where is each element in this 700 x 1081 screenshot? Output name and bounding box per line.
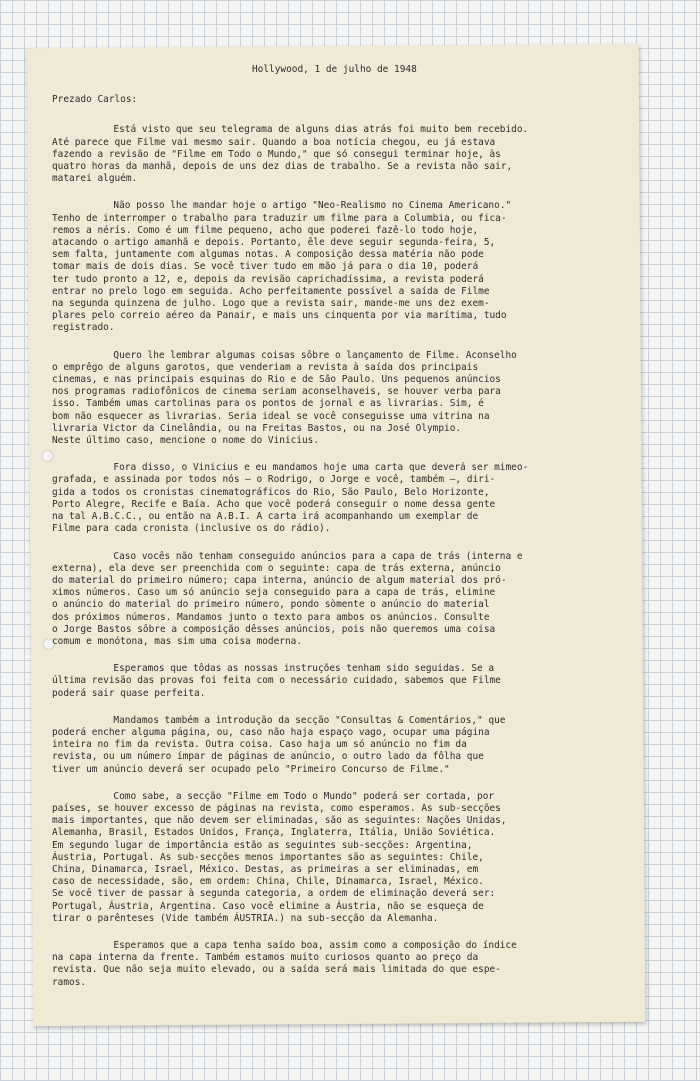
- paragraph: Quero lhe lembrar algumas coisas sôbre o lançamento de Filme. Aconselho o emprêgo de alguns garotos, que venderiam a revista à saída dos principais cinemas, e nas principais esquinas do Rio e de São Paulo. Uns pequenos anúncios nos programas radiofônicos de cinema seriam aconselhaveis, se houver verba para isso. Também umas cartolinas para os pontos de jornal e as livrarias. Sim, é bom não esquecer as livrarias. Seria ideal se você conseguisse uma vitrina na livraria Victor da Cinelândia, ou na Freitas Bastos, ou na José Olympio. Neste último caso, mencione o nome do Vinicius.: [52, 349, 517, 447]
- dateline: Hollywood, 1 de julho de 1948: [252, 64, 417, 75]
- salutation: Prezado Carlos:: [52, 94, 138, 106]
- paragraph: Fora disso, o Vinicius e eu mandamos hoje uma carta que deverá ser mimeo- grafada, e assinada por todos nós — o Rodrigo, o Jorge e você, também —, diri- gida a todos os cronistas cinematográficos do Rio, São Paulo, Belo Horizonte, Porto Alegre, Recife e Baía. Acho que você poderá conseguir o nome dessa gente na tal A.B.C.C., ou então na A.B.I. A carta irá acompanhando um exemplar de Filme para cada cronista (inclusive os do rádio).: [52, 462, 529, 535]
- paragraph: Como sabe, a secção "Filme em Todo o Mundo" poderá ser cortada, por países, se houver excesso de páginas na revista, como esperamos. As sub-secções mais importantes, que não devem ser eliminadas, são as seguintes: Nações Unidas, Alemanha, Brasil, Estados Unidos, França, Inglaterra, Itália, União Soviética. Em segundo lugar de importância estão as seguintes sub-secções: Argentina, Áustria, Portugal. As sub-secções menos importantes são as seguintes: Chile, China, Dinamarca, Israel, México. Destas, as primeiras a ser eliminadas, em caso de necessidade, são, em ordem: China, Chile, Dinamarca, Israel, México. Se você tiver de passar à segunda categoria, a ordem de eliminação deverá ser: Portugal, Áustria, Argentina. Caso você elimine a Áustria, não se esqueça de tirar o parênteses (Vide também ÁUSTRIA.) na sub-secção da Alemanha.: [52, 790, 507, 924]
- paragraph: Mandamos também a introdução da secção "Consultas & Comentários," que poderá encher alguma página, ou, caso não haja espaço vago, ocupar uma página inteira no fim da revista. Outra coisa. Caso haja um só anúncio no fim da revista, ou um número ímpar de páginas de anúncio, o outro lado da fôlha que tiver um anúncio deverá ser ocupado pelo "Primeiro Concurso de Filme.": [52, 714, 506, 775]
- paragraph: Esperamos que tôdas as nossas instruções tenham sido seguidas. Se a última revisão das provas foi feita com o necessário cuidado, sabemos que Filme poderá sair quase perfeita.: [52, 663, 501, 699]
- letter-body: [52, 64, 634, 1004]
- paragraph: Está visto que seu telegrama de alguns dias atrás foi muito bem recebido. Até parece que Filme vai mesmo sair. Quando a boa notícia chegou, eu já estava fazendo a revisão de "Filme em Todo o Mundo," que só consegui terminar hoje, às quatro horas da manhã, depois de uns dez dias de trabalho. Se a revista não sair, matarei alguém.: [52, 124, 529, 185]
- paragraph: Caso vocês não tenham conseguido anúncios para a capa de trás (interna e externa), ela deve ser preenchida com o seguinte: capa de trás externa, anúncio do material do primeiro número; capa interna, anúncio de algum material dos pró- ximos números. Caso um só anúncio seja conseguido para a capa de trás, elimine o anúncio do material do primeiro número, pondo sòmente o anúncio do material dos próximos números. Mandamos junto o texto para ambos os anúncios. Consulte o Jorge Bastos sôbre a composição dêsses anúncios, pois não queremos uma coisa comum e monótona, mas sim uma coisa moderna.: [52, 550, 523, 647]
- paragraph: Esperamos que a capa tenha saído boa, assim como a composição do índice na capa interna da frente. Também estamos muito curiosos quanto ao preço da revista. Que não seja muito elevado, ou a saída será mais limitada do que espe- ramos.: [52, 939, 517, 988]
- paragraph: Não posso lhe mandar hoje o artigo "Neo-Realismo no Cinema Americano." Tenho de interromper o trabalho para traduzir um filme para a Columbia, ou fica- remos a nérís. Como é um filme pequeno, acho que poderei fazê-lo todo hoje, atacando o artigo amanhã e depois. Portanto, êle deve seguir segunda-feira, 5, sem falta, juntamente com algumas notas. A composição dessa matéria não pode tomar mais de dois dias. Se você tiver tudo em mão já para o dia 10, poderá ter tudo pronto a 12, e, depois da revisão caprichadíssima, a revista poderá entrar no prelo logo em seguida. Acho perfeitamente possível a saída de Filme na segunda quinzena de julho. Logo que a revista sair, mande-me uns dez exem- plares pelo correio aéreo da Panair, e mais uns cinquenta por via marítima, tudo registrado.: [52, 200, 512, 334]
